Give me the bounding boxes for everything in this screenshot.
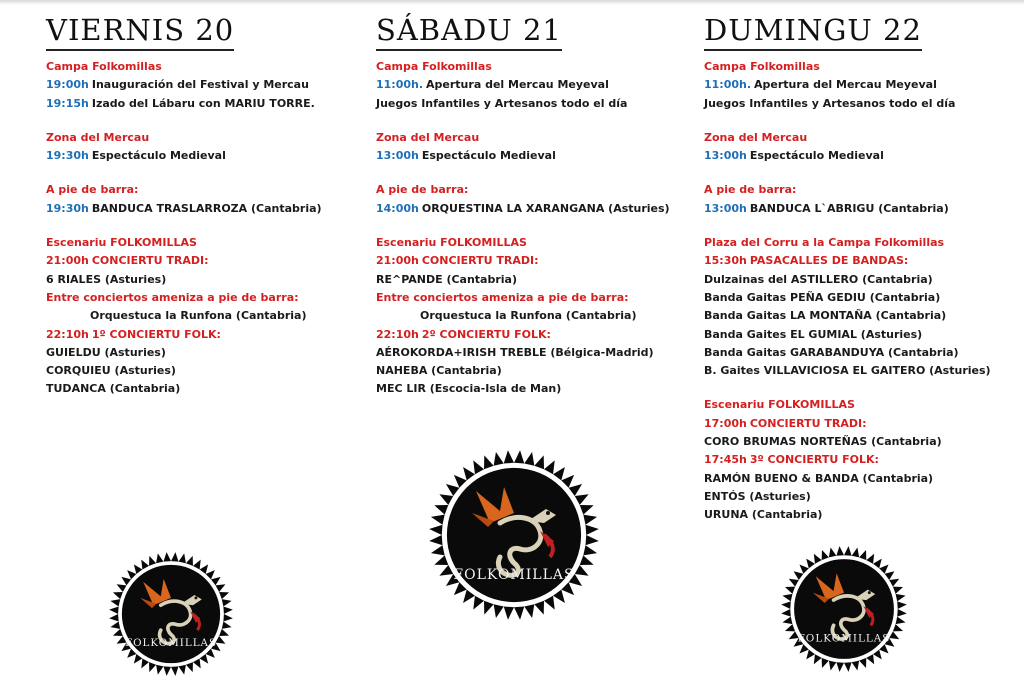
performer-line: Banda Gaitas LA MONTAÑA (Cantabria): [704, 309, 947, 323]
schedule-item: [46, 76, 336, 94]
logo-wordmark: FOLKOMILLAS: [797, 632, 891, 645]
section-heading: Plaza del Corru a la Campa Folkomillas: [704, 236, 945, 250]
event-text: Espectáculo Medieval: [91, 149, 226, 163]
section-heading: Entre conciertos ameniza a pie de barra:: [376, 290, 629, 304]
spacer: [376, 165, 666, 181]
folkomillas-logo: [780, 545, 908, 673]
time-label: 19:30h: [46, 201, 89, 215]
section-heading: Campa Folkomillas: [376, 60, 492, 73]
event-text: CONCIERTU TRADI:: [749, 416, 867, 430]
section-heading: Zona del Mercau: [704, 130, 808, 144]
performer-line: NAHEBA (Cantabria): [376, 364, 502, 378]
schedule-item: [376, 200, 670, 218]
schedule-item: [376, 76, 666, 94]
performer-line: Dulzainas del ASTILLERO (Cantabria): [704, 272, 933, 286]
event-text: PASACALLES DE BANDAS:: [749, 254, 909, 268]
schedule-item: [704, 147, 994, 165]
spacer: [704, 113, 994, 129]
time-label: 13:00h: [704, 149, 747, 163]
day-column-viernis: [0, 0, 320, 700]
schedule-item: [46, 147, 336, 165]
spacer: [704, 165, 994, 181]
time-label: 17:45h: [704, 453, 747, 467]
time-label: 15:30h: [704, 254, 747, 268]
section-heading: Escenariu FOLKOMILLAS: [376, 236, 527, 250]
schedule-item: [46, 326, 336, 344]
section-heading: Zona del Mercau: [376, 130, 480, 144]
performer-line: Banda Gaites EL GUMIAL (Asturies): [704, 327, 923, 341]
section-heading: Campa Folkomillas: [704, 60, 820, 73]
performer-line: Banda Gaitas GARABANDUYA (Cantabria): [704, 345, 959, 359]
performer-line: Orquestuca la Runfona (Cantabria): [90, 309, 307, 323]
performer-line: B. Gaites VILLAVICIOSA EL GAITERO (Asturies): [704, 364, 991, 378]
time-label: 19:15h: [46, 96, 89, 110]
schedule-item: [704, 76, 994, 94]
event-text: ORQUESTINA LA XARANGANA (Asturies): [421, 201, 670, 215]
performer-line: RE^PANDE (Cantabria): [376, 272, 518, 286]
day-title: DUMINGU 22: [704, 13, 922, 51]
event-text: Apertura del Mercau Meyeval: [426, 78, 609, 92]
spacer: [46, 165, 336, 181]
section-heading: A pie de barra:: [376, 183, 469, 197]
day-column-sabadu: [330, 0, 670, 700]
folkomillas-logo: [428, 449, 600, 621]
event-text: BANDUCA TRASLARROZA (Cantabria): [91, 201, 322, 215]
time-label: 21:00h: [46, 254, 89, 268]
event-text: CONCIERTU TRADI:: [421, 254, 539, 268]
schedule-item: [376, 252, 666, 270]
performer-line: CORQUIEU (Asturies): [46, 364, 176, 378]
schedule-item: [704, 200, 994, 218]
logo-badge: [780, 545, 908, 673]
event-text: 2º CONCIERTU FOLK:: [421, 327, 551, 341]
spacer: [704, 380, 994, 396]
time-label: 14:00h: [376, 201, 419, 215]
event-text: Apertura del Mercau Meyeval: [754, 78, 937, 92]
schedule-item: [376, 326, 666, 344]
day-title: VIERNIS 20: [46, 13, 234, 51]
performer-line: GUIELDU (Asturies): [46, 345, 166, 359]
time-label: 19:00h: [46, 78, 89, 92]
performer-line: RAMÓN BUENO & BANDA (Cantabria): [704, 471, 934, 485]
schedule-item: [704, 451, 994, 469]
schedule-item: [46, 200, 336, 218]
spacer: [46, 113, 336, 129]
time-label: 21:00h: [376, 254, 419, 268]
performer-line: TUDANCA (Cantabria): [46, 382, 181, 396]
schedule-list: [704, 58, 994, 525]
event-text: 3º CONCIERTU FOLK:: [749, 453, 879, 467]
time-label: 19:30h: [46, 149, 89, 163]
performer-line: 6 RIALES (Asturies): [46, 272, 167, 286]
section-heading: A pie de barra:: [704, 183, 797, 197]
schedule-item: [46, 252, 336, 270]
time-label: 13:00h: [376, 149, 419, 163]
time-label: 13:00h: [704, 201, 747, 215]
time-label: 17:00h: [704, 416, 747, 430]
section-heading: Escenariu FOLKOMILLAS: [46, 236, 197, 250]
logo-wordmark: FOLKOMILLAS: [453, 567, 575, 583]
section-heading: Escenariu FOLKOMILLAS: [704, 398, 855, 412]
event-text: Inauguración del Festival y Mercau: [91, 78, 309, 92]
performer-line: Orquestuca la Runfona (Cantabria): [420, 309, 637, 323]
event-text: BANDUCA L`ABRIGU (Cantabria): [749, 201, 949, 215]
time-label: 11:00h.: [376, 78, 424, 92]
performer-line: Juegos Infantiles y Artesanos todo el día: [376, 96, 628, 110]
schedule-list: [376, 58, 670, 399]
event-text: Espectáculo Medieval: [421, 149, 556, 163]
time-label: 22:10h: [46, 327, 89, 341]
performer-line: URUNA (Cantabria): [704, 508, 823, 522]
spacer: [46, 218, 336, 234]
section-heading: Entre conciertos ameniza a pie de barra:: [46, 290, 299, 304]
time-label: 22:10h: [376, 327, 419, 341]
event-text: Izado del Lábaru con MARIU TORRE.: [91, 96, 315, 110]
schedule-item: [46, 95, 336, 113]
section-heading: Zona del Mercau: [46, 130, 150, 144]
section-heading: A pie de barra:: [46, 183, 139, 197]
performer-line: MEC LIR (Escocia-Isla de Man): [376, 382, 562, 396]
folkomillas-logo: [108, 551, 234, 677]
performer-line: Juegos Infantiles y Artesanos todo el día: [704, 96, 956, 110]
schedule-item: [704, 252, 994, 270]
spacer: [376, 113, 666, 129]
performer-line: ENTÓS (Asturies): [704, 489, 811, 503]
event-text: Espectáculo Medieval: [749, 149, 884, 163]
section-heading: Campa Folkomillas: [46, 60, 162, 73]
schedule-item: [376, 147, 666, 165]
schedule-list: [46, 58, 336, 399]
logo-badge: [108, 551, 234, 677]
performer-line: AÉROKORDA+IRISH TREBLE (Bélgica-Madrid): [376, 345, 654, 359]
performer-line: Banda Gaitas PEÑA GEDIU (Cantabria): [704, 290, 941, 304]
logo-badge: [428, 449, 600, 621]
logo-wordmark: FOLKOMILLAS: [124, 637, 218, 650]
spacer: [376, 218, 666, 234]
event-text: 1º CONCIERTU FOLK:: [91, 327, 221, 341]
performer-line: CORO BRUMAS NORTEÑAS (Cantabria): [704, 435, 942, 449]
time-label: 11:00h.: [704, 78, 752, 92]
event-text: CONCIERTU TRADI:: [91, 254, 209, 268]
day-title: SÁBADU 21: [376, 13, 562, 51]
spacer: [704, 218, 994, 234]
day-column-dumingu: [658, 0, 991, 700]
schedule-item: [704, 415, 994, 433]
